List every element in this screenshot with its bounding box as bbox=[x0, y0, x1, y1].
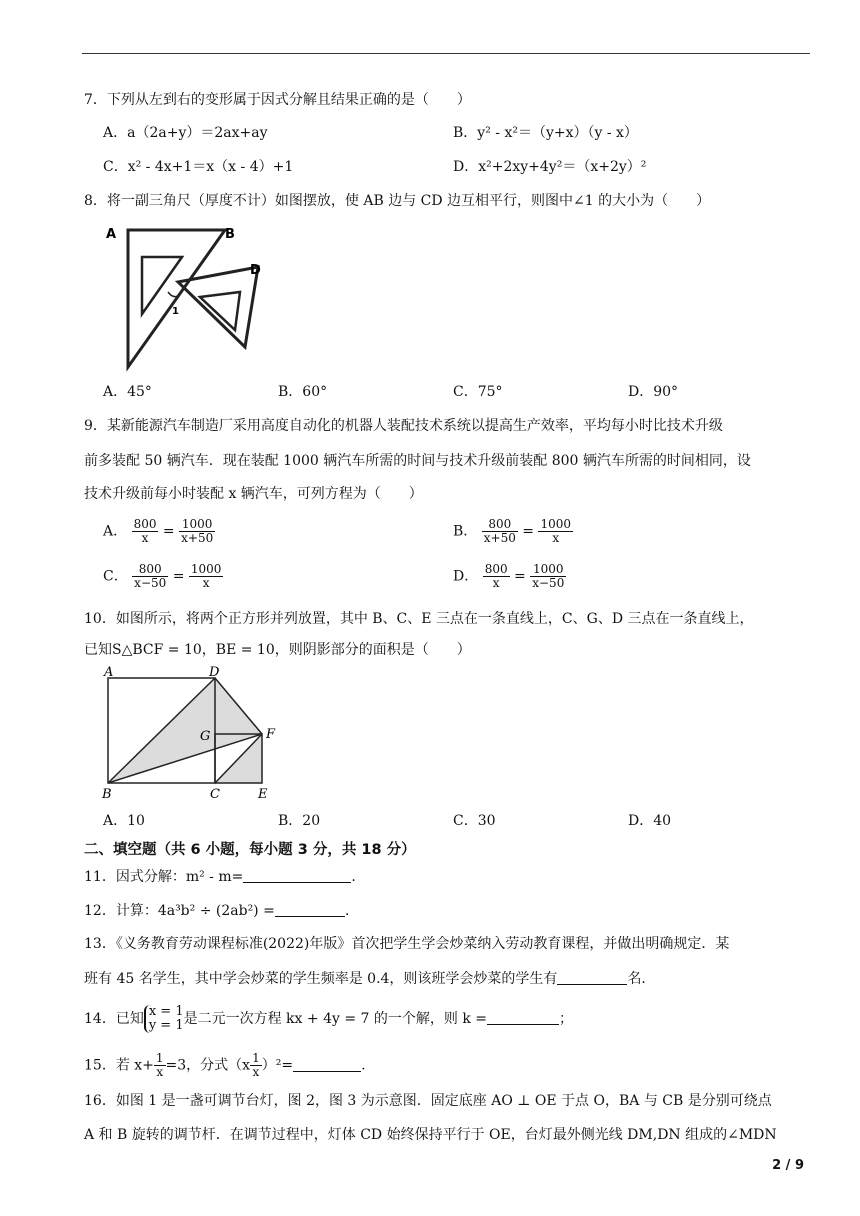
q9-line-1: 9．某新能源汽车制造厂采用高度自动化的机器人装配技术系统以提高生产效率，平均每小时比技术升级 bbox=[84, 418, 723, 434]
frac-den: x bbox=[252, 1065, 260, 1079]
q10-label-b: B bbox=[102, 787, 112, 802]
q8-option-d: D．90° bbox=[628, 384, 679, 400]
q7-option-d: D．x²+2xy+4y²＝（x+2y）² bbox=[453, 159, 647, 175]
q14-eq2: y = 1 bbox=[148, 1018, 184, 1033]
q13-answer-blank[interactable] bbox=[557, 970, 627, 985]
frac-num: 1 bbox=[155, 1051, 164, 1065]
q10-option-b: B．20 bbox=[278, 813, 321, 829]
q11-text: 11．因式分解：m² - m= bbox=[84, 869, 244, 885]
q8-option-c: C．75° bbox=[453, 384, 503, 400]
q10-squares-figure bbox=[98, 666, 288, 806]
q9-line-2: 前多装配 50 辆汽车．现在装配 1000 辆汽车所需的时间与技术升级前装配 800 辆汽车所需的时间相同，设 bbox=[84, 453, 751, 469]
q8-label-a: A bbox=[106, 227, 117, 242]
frac-num: 1000 bbox=[179, 518, 215, 532]
frac-num: 800 bbox=[133, 517, 157, 531]
q9-line-3: 技术升级前每小时装配 x 辆汽车，可列方程为（ ） bbox=[84, 486, 423, 502]
frac-den: x bbox=[141, 531, 149, 545]
q15-end: . bbox=[361, 1057, 366, 1074]
frac-num: 800 bbox=[482, 518, 518, 532]
page-number: 2 / 9 bbox=[772, 1158, 804, 1173]
frac-den: x bbox=[156, 1065, 164, 1079]
q9-option-c: C． $\frac{800}{x-50}$ = $\frac{1000}{x}$ bbox=[103, 562, 222, 590]
q9-option-d-label: D． bbox=[453, 568, 479, 585]
q15-mid1: =3，分式（x bbox=[165, 1057, 251, 1074]
q8-label-b: B bbox=[225, 227, 235, 242]
frac-num: 1000 bbox=[530, 563, 566, 577]
q15-mid2: ）²= bbox=[261, 1057, 294, 1074]
q7-option-b: B．y² - x²＝（y+x）（y - x） bbox=[453, 125, 638, 141]
q13-text: 班有 45 名学生，其中学会炒菜的学生频率是 0.4，则该班学会炒菜的学生有 bbox=[84, 971, 558, 987]
q8-triangle-figure bbox=[100, 222, 270, 372]
frac-num: 1000 bbox=[540, 517, 572, 531]
q8-stem: 8．将一副三角尺（厚度不计）如图摆放，使 AB 边与 CD 边互相平行，则图中∠1 的大小为（ ） bbox=[84, 193, 711, 209]
q10-line-2: 已知S△BCF = 10，BE = 10，则阴影部分的面积是（ ） bbox=[84, 642, 471, 658]
frac-den: x−50 bbox=[134, 576, 167, 590]
q15-pre: 15．若 x+ bbox=[84, 1057, 154, 1074]
q12-answer-blank[interactable] bbox=[275, 902, 345, 917]
q10-label-d: D bbox=[209, 666, 220, 680]
q14-pre: 14．已知 bbox=[84, 1011, 144, 1027]
q10-label-c: C bbox=[210, 787, 220, 802]
frac-den: x+50 bbox=[483, 531, 516, 545]
frac-num: 1 bbox=[252, 1051, 260, 1065]
q16-line-1: 16．如图 1 是一盏可调节台灯，图 2，图 3 为示意图．固定底座 AO ⊥ OE 于点 O，BA 与 CB 是分别可绕点 bbox=[84, 1093, 772, 1109]
frac-num: 1000 bbox=[190, 562, 222, 576]
section-fill-in-title: 二、填空题（共 6 小题，每小题 3 分，共 18 分） bbox=[84, 842, 416, 858]
q10-option-c: C．30 bbox=[453, 813, 496, 829]
q7-stem: 7．下列从左到右的变形属于因式分解且结果正确的是（ ） bbox=[84, 92, 471, 108]
q14 bbox=[84, 1005, 573, 1033]
q8-label-angle-1: 1 bbox=[172, 306, 179, 317]
frac-den: x bbox=[552, 531, 560, 545]
q16-line-2: A 和 B 旋转的调节杆．在调节过程中，灯体 CD 始终保持平行于 OE，台灯最外侧光线 DM,DN 组成的∠MDN bbox=[84, 1127, 777, 1143]
q15 bbox=[84, 1052, 366, 1079]
q10-line-1: 10．如图所示，将两个正方形并列放置，其中 B、C、E 三点在一条直线上，C、G、D 三点在一条直线上， bbox=[84, 611, 754, 627]
q7-option-a: A．a（2a+y）＝2ax+ay bbox=[103, 125, 268, 141]
q9-option-c-label: C． bbox=[103, 568, 128, 585]
q10-label-g: G bbox=[200, 729, 211, 744]
q11 bbox=[84, 867, 356, 887]
q10-label-a: A bbox=[104, 666, 114, 680]
q14-answer-blank[interactable] bbox=[487, 1010, 559, 1025]
frac-num: 800 bbox=[132, 563, 168, 577]
q9-option-b: B． $\frac{800}{x+50}$ = $\frac{1000}{x}$ bbox=[453, 517, 572, 545]
q13-line-2 bbox=[84, 969, 655, 989]
frac-den: x bbox=[202, 576, 210, 590]
q8-small-triangle bbox=[178, 267, 258, 347]
q9-option-a-label: A． bbox=[103, 523, 128, 540]
q10-option-d: D．40 bbox=[628, 813, 672, 829]
q13-end: 名． bbox=[627, 971, 656, 987]
q15-answer-blank[interactable] bbox=[293, 1057, 361, 1072]
frac-num: 800 bbox=[484, 562, 508, 576]
q13-line-1: 13．《义务教育劳动课程标准(2022)年版》首次把学生学会炒菜纳入劳动教育课程，并做出明确规定．某 bbox=[84, 936, 730, 952]
q14-end: ； bbox=[559, 1011, 573, 1027]
q12-end: . bbox=[344, 903, 350, 919]
q14-mid: 是二元一次方程 kx + 4y = 7 的一个解，则 k = bbox=[183, 1011, 487, 1027]
q11-end: . bbox=[351, 869, 356, 885]
q10-label-f: F bbox=[266, 727, 276, 742]
q10-label-e: E bbox=[258, 787, 268, 802]
q10-option-a: A．10 bbox=[103, 813, 145, 829]
q8-label-d: D bbox=[250, 263, 261, 278]
q12-text: 12．计算：4a³b² ÷ (2ab²) = bbox=[84, 903, 275, 919]
q12 bbox=[84, 901, 349, 921]
q11-answer-blank[interactable] bbox=[243, 868, 351, 883]
q7-option-c: C．x² - 4x+1＝x（x - 4）+1 bbox=[103, 159, 294, 175]
q9-option-a: A． $\frac{800}{x}$ = $\frac{1000}{x+50}$ bbox=[103, 517, 214, 545]
frac-den: x−50 bbox=[532, 576, 565, 590]
q8-option-a: A．45° bbox=[103, 384, 152, 400]
q9-option-d: D． $\frac{800}{x}$ = $\frac{1000}{x-50}$ bbox=[453, 562, 565, 590]
header-rule bbox=[82, 53, 810, 54]
frac-den: x bbox=[492, 576, 500, 590]
q8-option-b: B．60° bbox=[278, 384, 328, 400]
frac-den: x+50 bbox=[181, 531, 214, 545]
q14-eq1: x = 1 bbox=[148, 1004, 184, 1019]
q9-option-b-label: B． bbox=[453, 523, 478, 540]
